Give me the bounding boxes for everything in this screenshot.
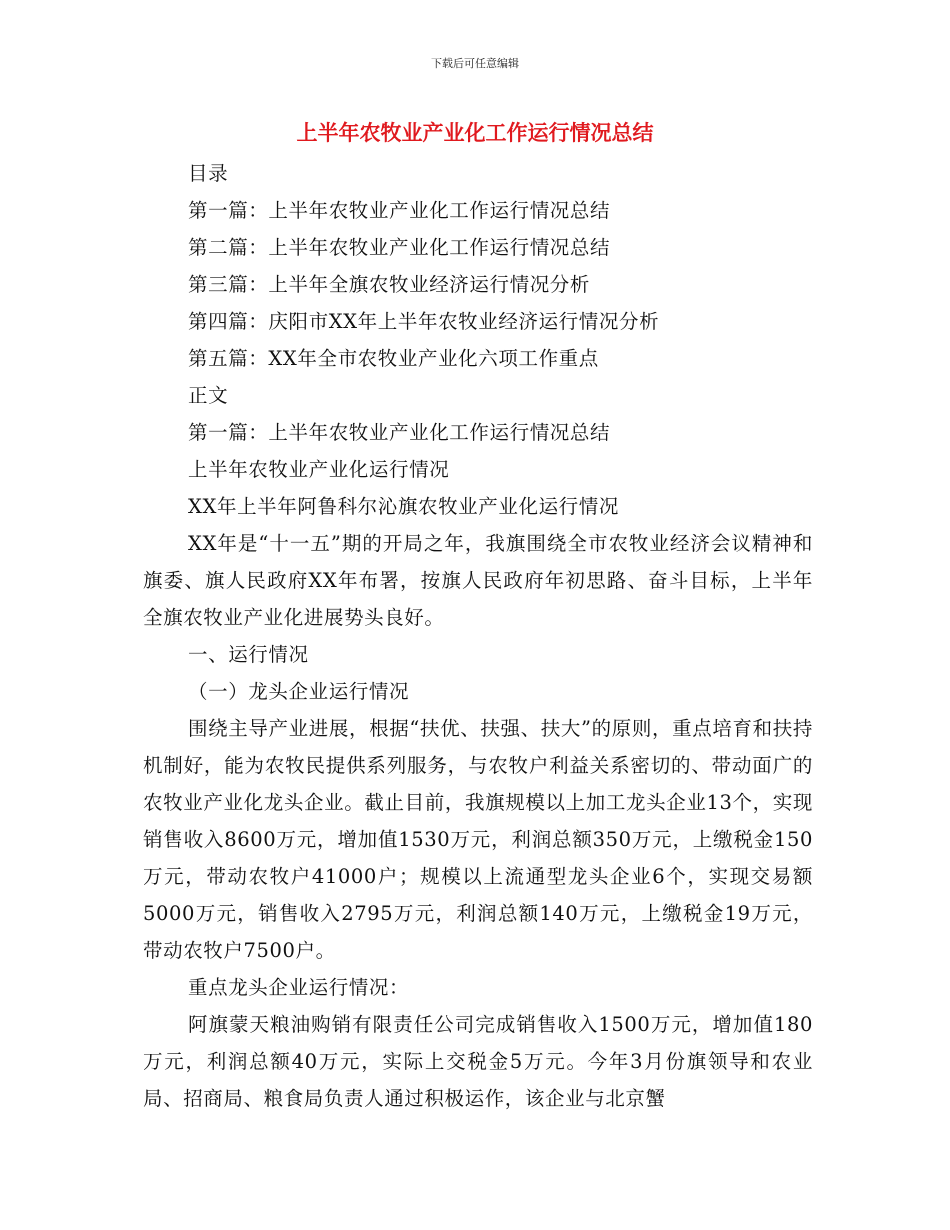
section-heading: 第一篇：上半年农牧业产业化工作运行情况总结	[188, 421, 611, 444]
toc-item: 第一篇：上半年农牧业产业化工作运行情况总结	[188, 199, 611, 222]
body-label: 正文	[188, 384, 229, 407]
paragraph: 重点龙头企业运行情况：	[188, 976, 410, 999]
document-title: 上半年农牧业产业化工作运行情况总结	[296, 121, 654, 145]
heading-level-2: （一）龙头企业运行情况	[188, 680, 410, 703]
toc-item: 第三篇：上半年全旗农牧业经济运行情况分析	[188, 273, 591, 296]
paragraph: 阿旗蒙天粮油购销有限责任公司完成销售收入1500万元，增加值180万元，利润总额40万元，实际上交税金5万元。今年3月份旗领导和农业局、招商局、粮食局负责人通过积极运作，该企业与北京蟹	[143, 1013, 813, 1110]
document-body	[143, 155, 813, 1117]
article-subtitle-2: XX年上半年阿鲁科尔沁旗农牧业产业化运行情况	[188, 495, 619, 518]
toc-label: 目录	[188, 162, 229, 185]
toc-item: 第四篇：庆阳市XX年上半年农牧业经济运行情况分析	[188, 310, 660, 333]
article-subtitle: 上半年农牧业产业化运行情况	[188, 458, 450, 481]
heading-level-1: 一、运行情况	[188, 643, 309, 666]
intro-paragraph: XX年是“十一五”期的开局之年，我旗围绕全市农牧业经济会议精神和旗委、旗人民政府XX年布署，按旗人民政府年初思路、奋斗目标，上半年全旗农牧业产业化进展势头良好。	[143, 532, 813, 629]
toc-item: 第五篇：XX年全市农牧业产业化六项工作重点	[188, 347, 599, 370]
toc-item: 第二篇：上半年农牧业产业化工作运行情况总结	[188, 236, 611, 259]
header-note: 下载后可任意编辑	[431, 57, 519, 70]
paragraph: 围绕主导产业进展，根据“扶优、扶强、扶大”的原则，重点培育和扶持机制好，能为农牧民提供系列服务，与农牧户利益关系密切的、带动面广的农牧业产业化龙头企业。截止目前，我旗规模以上加工龙头企业13个，实现销售收入8600万元，增加值1530万元，利润总额350万元，上缴税金150万元，带动农牧户41000户；规模以上流通型龙头企业6个，实现交易额5000万元，销售收入2795万元，利润总额140万元，上缴税金19万元，带动农牧户7500户。	[143, 717, 813, 962]
